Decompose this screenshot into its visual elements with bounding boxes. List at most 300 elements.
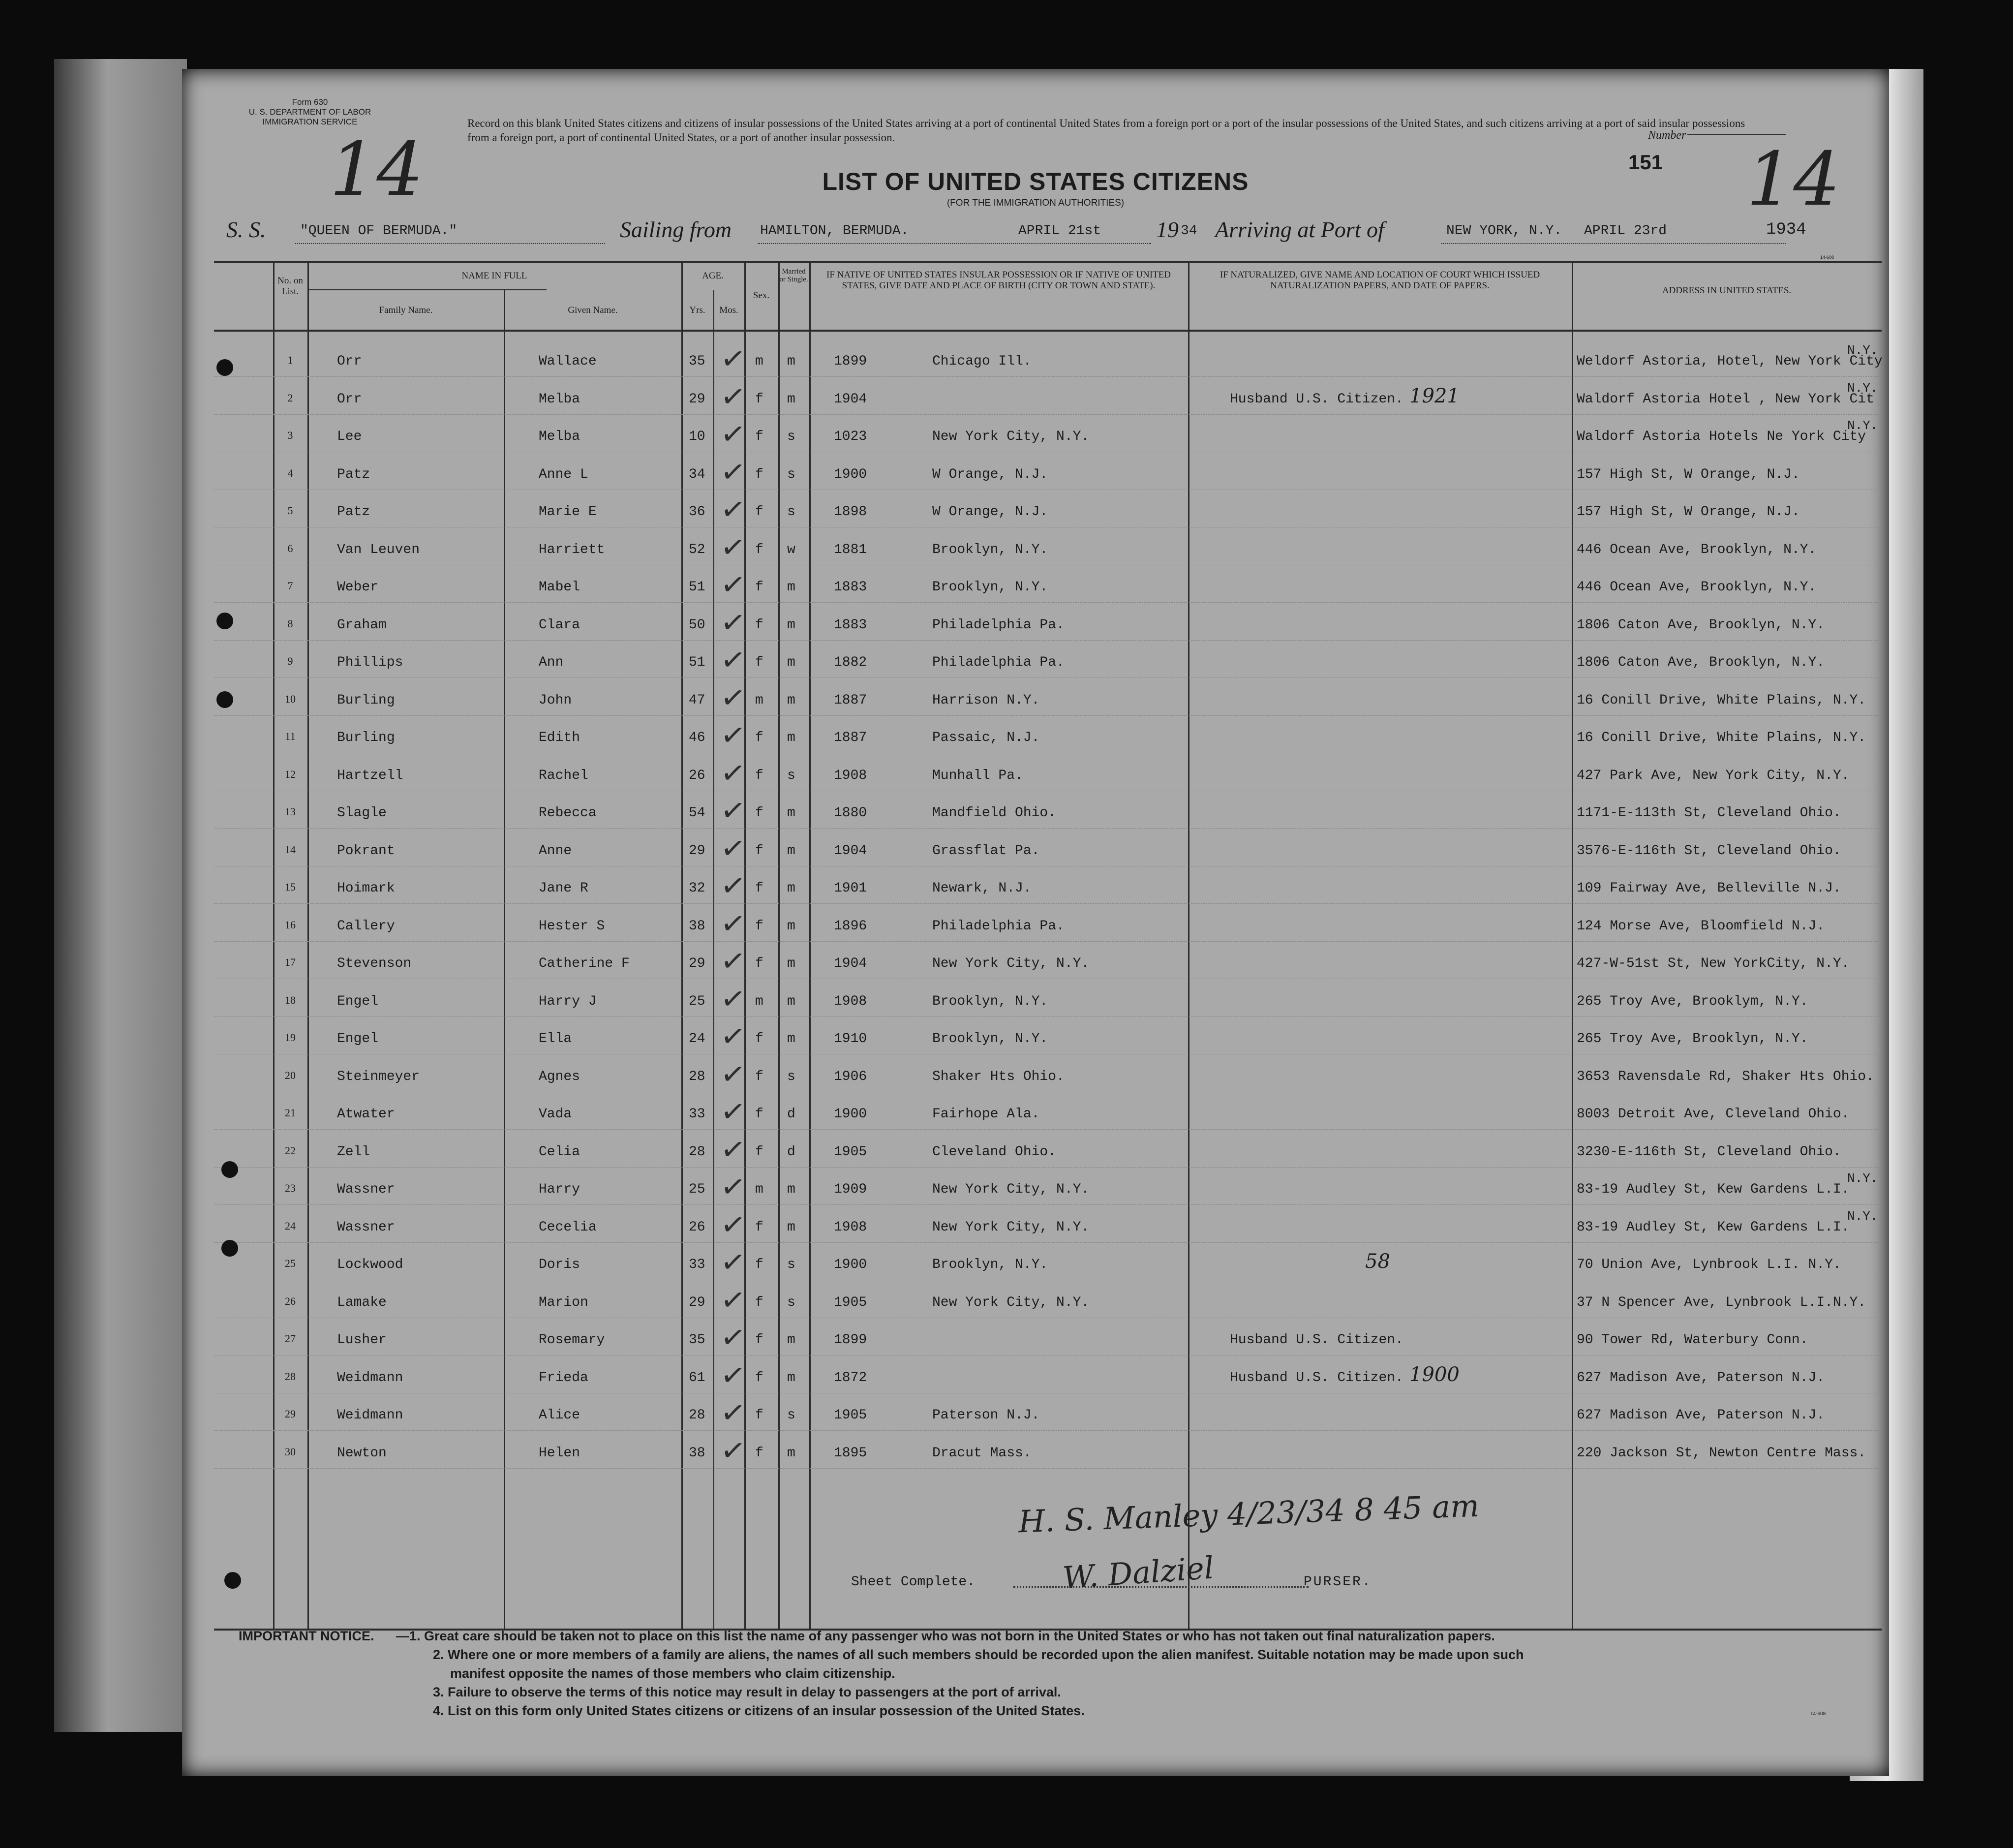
family-name: Wassner xyxy=(337,1219,395,1235)
sex: f xyxy=(755,1408,763,1423)
service-name: IMMIGRATION SERVICE xyxy=(262,117,358,126)
us-address: 157 High St, W Orange, N.J. xyxy=(1577,504,1800,520)
age-years: 47 xyxy=(689,692,705,708)
birth-place: Mandfield Ohio. xyxy=(932,805,1057,821)
sex: m xyxy=(755,692,763,708)
row-number: 25 xyxy=(285,1257,296,1269)
birth-year: 1905 xyxy=(834,1294,867,1310)
sex: f xyxy=(755,429,763,444)
marital-status: m xyxy=(787,1031,795,1047)
row-number: 29 xyxy=(285,1408,296,1420)
birth-place: Harrison N.Y. xyxy=(932,692,1040,708)
age-years: 28 xyxy=(689,1069,705,1084)
row-number: 22 xyxy=(285,1144,296,1157)
row-number: 5 xyxy=(287,504,293,517)
age-years: 52 xyxy=(689,542,705,557)
birth-place: New York City, N.Y. xyxy=(932,1294,1090,1310)
birth-year: 1900 xyxy=(834,1107,867,1122)
row-rule xyxy=(214,715,1882,716)
family-name: Slagle xyxy=(337,805,387,821)
document-subtitle: (FOR THE IMMIGRATION AUTHORITIES) xyxy=(946,198,1125,208)
page-mark-left: 14 xyxy=(330,127,424,213)
purser-signature: W. Dalziel xyxy=(1061,1549,1215,1596)
marital-status: m xyxy=(787,655,795,670)
marital-status: m xyxy=(787,993,795,1009)
row-number: 23 xyxy=(285,1182,296,1194)
us-address: Waldorf Astoria Hotel , New York Cit xyxy=(1577,391,1874,407)
punch-hole xyxy=(221,1161,238,1178)
us-address: Waldorf Astoria Hotels Ne York City xyxy=(1577,429,1866,444)
us-address: 627 Madison Ave, Paterson N.J. xyxy=(1577,1370,1825,1386)
header-given-name: Given Name. xyxy=(568,305,618,315)
birth-year: 1905 xyxy=(834,1144,867,1160)
inspector-signature: H. S. Manley 4/23/34 8 45 am xyxy=(1018,1487,1480,1540)
naturalization-handwritten: 58 xyxy=(1365,1250,1390,1273)
header-birth: IF NATIVE OF UNITED STATES INSULAR POSSESSION OR IF NATIVE OF UNITED STATES, GIVE DATE AND PLACE OF BIRTH (CITY OR TOWN AND STATE). xyxy=(826,270,1171,291)
birth-year: 1910 xyxy=(834,1031,867,1047)
age-years: 28 xyxy=(689,1144,705,1160)
row-number: 19 xyxy=(285,1031,296,1044)
marital-status: m xyxy=(787,1332,795,1348)
age-years: 36 xyxy=(689,504,705,520)
family-name: Patz xyxy=(337,504,370,520)
sex: f xyxy=(755,956,763,971)
row-rule xyxy=(214,376,1882,377)
us-address-state: N.Y. xyxy=(1847,343,1878,358)
ss-label: S. S. xyxy=(226,217,266,242)
form-code-top: 14-608 xyxy=(1820,255,1834,260)
birth-year: 1899 xyxy=(834,354,867,369)
marital-status: m xyxy=(787,692,795,708)
check-mark-icon: ✓ xyxy=(718,679,748,717)
row-rule xyxy=(214,602,1882,603)
punch-hole xyxy=(221,1240,238,1257)
age-years: 51 xyxy=(689,580,705,595)
given-name: John xyxy=(539,692,572,708)
age-years: 35 xyxy=(689,1332,705,1348)
row-rule xyxy=(214,1129,1882,1130)
age-years: 33 xyxy=(689,1107,705,1122)
family-name: Burling xyxy=(337,730,395,745)
birth-year: 1901 xyxy=(834,881,867,896)
number-underline xyxy=(1687,134,1786,135)
us-address: 1806 Caton Ave, Brooklyn, N.Y. xyxy=(1577,655,1825,670)
age-years: 25 xyxy=(689,1182,705,1197)
row-number: 20 xyxy=(285,1069,296,1081)
birth-place: New York City, N.Y. xyxy=(932,429,1090,444)
arrival-underline xyxy=(1441,243,1786,244)
age-years: 29 xyxy=(689,956,705,971)
us-address: 427 Park Ave, New York City, N.Y. xyxy=(1577,768,1850,783)
marital-status: s xyxy=(787,1294,795,1310)
marital-status: s xyxy=(787,429,795,444)
check-mark-icon: ✓ xyxy=(718,980,748,1018)
us-address: 8003 Detroit Ave, Cleveland Ohio. xyxy=(1577,1107,1850,1122)
marital-status: s xyxy=(787,1069,795,1084)
given-name: Rachel xyxy=(539,768,588,783)
us-address: 37 N Spencer Ave, Lynbrook L.I.N.Y. xyxy=(1577,1294,1866,1310)
given-name: Catherine F xyxy=(539,956,630,971)
birth-place: New York City, N.Y. xyxy=(932,1219,1090,1235)
birth-year: 1898 xyxy=(834,504,867,520)
check-mark-icon: ✓ xyxy=(718,491,748,529)
birth-year: 1908 xyxy=(834,1219,867,1235)
sex: f xyxy=(755,1219,763,1235)
check-mark-icon: ✓ xyxy=(718,830,748,867)
marital-status: m xyxy=(787,730,795,745)
birth-year: 1883 xyxy=(834,617,867,633)
department-name: U. S. DEPARTMENT OF LABOR xyxy=(248,107,371,117)
marital-status: m xyxy=(787,843,795,859)
sex: f xyxy=(755,1257,763,1272)
family-name: Pokrant xyxy=(337,843,395,859)
check-mark-icon: ✓ xyxy=(718,1093,748,1131)
punch-hole xyxy=(224,1572,241,1589)
marital-status: s xyxy=(787,1408,795,1423)
row-number: 27 xyxy=(285,1332,296,1345)
given-name: Marion xyxy=(539,1294,588,1310)
birth-place: W Orange, N.J. xyxy=(932,504,1048,520)
birth-place: Munhall Pa. xyxy=(932,768,1023,783)
family-name: Engel xyxy=(337,1031,379,1047)
us-address: 3230-E-116th St, Cleveland Ohio. xyxy=(1577,1144,1841,1160)
birth-place: Philadelphia Pa. xyxy=(932,617,1065,633)
us-address: 1806 Caton Ave, Brooklyn, N.Y. xyxy=(1577,617,1825,633)
row-number: 10 xyxy=(285,692,296,705)
birth-place: Newark, N.J. xyxy=(932,881,1032,896)
sex: f xyxy=(755,391,763,407)
voyage-line xyxy=(226,216,1879,246)
us-address-state: N.Y. xyxy=(1847,1171,1878,1186)
row-number: 14 xyxy=(285,843,296,856)
given-name: Anne xyxy=(539,843,572,859)
family-name: Orr xyxy=(337,354,362,369)
birth-year: 1887 xyxy=(834,692,867,708)
family-name: Orr xyxy=(337,391,362,407)
sex: f xyxy=(755,730,763,745)
row-number: 3 xyxy=(287,429,293,441)
family-name: Lockwood xyxy=(337,1257,403,1272)
family-name: Van Leuven xyxy=(337,542,420,557)
birth-place: Brooklyn, N.Y. xyxy=(932,580,1048,595)
family-name: Atwater xyxy=(337,1107,395,1122)
page-mark-right: 14 xyxy=(1746,137,1840,222)
sheet-complete-label: Sheet Complete. xyxy=(851,1574,976,1590)
family-name: Lee xyxy=(337,429,362,444)
check-mark-icon: ✓ xyxy=(718,792,748,830)
us-address-state: N.Y. xyxy=(1847,418,1878,433)
check-mark-icon: ✓ xyxy=(718,1281,748,1319)
birth-place: Brooklyn, N.Y. xyxy=(932,1257,1048,1272)
header-sex: Sex. xyxy=(753,290,770,301)
given-name: Mabel xyxy=(539,580,580,595)
us-address: 265 Troy Ave, Brooklyn, N.Y. xyxy=(1577,1031,1808,1047)
header-name-in-full: NAME IN FULL xyxy=(461,271,527,281)
birth-year: 1883 xyxy=(834,580,867,595)
sailing-underline xyxy=(758,243,1151,244)
given-name: Frieda xyxy=(539,1370,588,1386)
check-mark-icon: ✓ xyxy=(718,1319,748,1357)
row-number: 8 xyxy=(287,617,293,630)
row-number: 6 xyxy=(287,542,293,554)
family-name: Callery xyxy=(337,918,395,934)
sheet-number: 151 xyxy=(1628,151,1663,174)
marital-status: s xyxy=(787,504,795,520)
family-name: Hoimark xyxy=(337,881,395,896)
marital-status: m xyxy=(787,1370,795,1386)
row-number: 7 xyxy=(287,580,293,592)
birth-place: Brooklyn, N.Y. xyxy=(932,1031,1048,1047)
row-number: 11 xyxy=(285,730,296,742)
family-name: Weidmann xyxy=(337,1370,403,1386)
family-name: Weidmann xyxy=(337,1408,403,1423)
notice-1: —1. Great care should be taken not to place on this list the name of any passenger who was not born in the United States or who has not taken out final naturalization papers. xyxy=(396,1629,1495,1643)
marital-status: m xyxy=(787,580,795,595)
age-years: 29 xyxy=(689,1294,705,1310)
sex: f xyxy=(755,805,763,821)
given-name: Ella xyxy=(539,1031,572,1047)
given-name: Jane R xyxy=(539,881,588,896)
sex: f xyxy=(755,542,763,557)
birth-year: 1872 xyxy=(834,1370,867,1386)
from-port: HAMILTON, BERMUDA. xyxy=(760,223,909,239)
passenger-rows xyxy=(214,261,1882,1629)
marital-status: m xyxy=(787,918,795,934)
us-address: Weldorf Astoria, Hotel, New York City xyxy=(1577,354,1883,369)
check-mark-icon: ✓ xyxy=(718,1131,748,1169)
age-years: 29 xyxy=(689,391,705,407)
sex: f xyxy=(755,1332,763,1348)
birth-year: 1908 xyxy=(834,993,867,1009)
sail-date: APRIL 21st xyxy=(1018,223,1101,239)
row-number: 30 xyxy=(285,1445,296,1458)
birth-year: 1904 xyxy=(834,391,867,407)
birth-year: 1899 xyxy=(834,1332,867,1348)
row-number: 1 xyxy=(287,354,293,366)
given-name: Rosemary xyxy=(539,1332,605,1348)
header-mos: Mos. xyxy=(719,305,738,315)
row-rule xyxy=(214,1242,1882,1243)
birth-year: 1905 xyxy=(834,1408,867,1423)
sex: f xyxy=(755,1031,763,1047)
birth-year: 1904 xyxy=(834,956,867,971)
row-number: 18 xyxy=(285,993,296,1006)
birth-place: Dracut Mass. xyxy=(932,1445,1032,1461)
given-name: Hester S xyxy=(539,918,605,934)
row-number: 17 xyxy=(285,956,296,968)
row-rule xyxy=(214,1016,1882,1017)
us-address: 16 Conill Drive, White Plains, N.Y. xyxy=(1577,692,1866,708)
family-name: Steinmeyer xyxy=(337,1069,420,1084)
us-address: 3576-E-116th St, Cleveland Ohio. xyxy=(1577,843,1841,859)
birth-place: Chicago Ill. xyxy=(932,354,1032,369)
marital-status: s xyxy=(787,466,795,482)
check-mark-icon: ✓ xyxy=(718,942,748,981)
row-rule xyxy=(214,1468,1882,1469)
check-mark-icon: ✓ xyxy=(718,378,748,416)
manifest-sheet xyxy=(182,69,1889,1776)
given-name: Rebecca xyxy=(539,805,597,821)
sex: f xyxy=(755,655,763,670)
family-name: Phillips xyxy=(337,655,403,670)
header-no: No. on List. xyxy=(277,276,303,297)
marital-status: w xyxy=(787,542,795,557)
given-name: Alice xyxy=(539,1408,580,1423)
row-number: 21 xyxy=(285,1107,296,1119)
check-mark-icon: ✓ xyxy=(718,1432,748,1470)
form-instructions: Record on this blank United States citizens and citizens of insular possessions of the United States arriving at a port of continental United States from a foreign port or a port of the insular possessions of the United States, and such citizens arriving at a port of said insular possessions from a foreign port, a port of continental United States, or a port of another insular possession. xyxy=(467,117,1745,144)
sex: f xyxy=(755,1370,763,1386)
birth-place: Shaker Hts Ohio. xyxy=(932,1069,1065,1084)
us-address-state: N.Y. xyxy=(1847,1208,1878,1224)
given-name: Marie E xyxy=(539,504,597,520)
family-name: Graham xyxy=(337,617,387,633)
marital-status: m xyxy=(787,881,795,896)
us-address: 157 High St, W Orange, N.J. xyxy=(1577,466,1800,482)
age-years: 24 xyxy=(689,1031,705,1047)
age-years: 61 xyxy=(689,1370,705,1386)
family-name: Engel xyxy=(337,993,379,1009)
notice-label: IMPORTANT NOTICE. xyxy=(239,1629,374,1643)
family-name: Weber xyxy=(337,580,379,595)
age-years: 33 xyxy=(689,1257,705,1272)
form-code-bottom: 14-608 xyxy=(1810,1711,1826,1717)
family-name: Zell xyxy=(337,1144,370,1160)
check-mark-icon: ✓ xyxy=(718,340,748,378)
age-years: 26 xyxy=(689,1219,705,1235)
arrival-year: 1934 xyxy=(1766,220,1806,239)
check-mark-icon: ✓ xyxy=(718,641,748,679)
given-name: Ann xyxy=(539,655,564,670)
notice-2: 2. Where one or more members of a family are aliens, the names of all such members should be recorded upon the alien manifest. Suitable notation may be made upon such xyxy=(433,1647,1524,1662)
age-years: 46 xyxy=(689,730,705,745)
row-number: 12 xyxy=(285,768,296,780)
punch-hole xyxy=(216,691,233,708)
birth-year: 1023 xyxy=(834,429,867,444)
row-number: 24 xyxy=(285,1219,296,1232)
birth-place: New York City, N.Y. xyxy=(932,956,1090,971)
age-years: 35 xyxy=(689,354,705,369)
birth-year: 1906 xyxy=(834,1069,867,1084)
sailing-label: Sailing from xyxy=(620,217,732,242)
sex: f xyxy=(755,466,763,482)
header-yrs: Yrs. xyxy=(689,305,705,315)
ship-underline xyxy=(295,243,605,244)
sex: f xyxy=(755,1144,763,1160)
birth-place: Grassflat Pa. xyxy=(932,843,1040,859)
check-mark-icon: ✓ xyxy=(718,415,748,454)
given-name: Wallace xyxy=(539,354,597,369)
row-rule xyxy=(214,1167,1882,1168)
birth-place: Fairhope Ala. xyxy=(932,1107,1040,1122)
us-address: 446 Ocean Ave, Brooklyn, N.Y. xyxy=(1577,542,1817,557)
family-name: Stevenson xyxy=(337,956,412,971)
age-years: 32 xyxy=(689,881,705,896)
sex: f xyxy=(755,1069,763,1084)
us-address: 83-19 Audley St, Kew Gardens L.I. xyxy=(1577,1182,1850,1197)
us-address: 220 Jackson St, Newton Centre Mass. xyxy=(1577,1445,1866,1461)
us-address: 265 Troy Ave, Brooklym, N.Y. xyxy=(1577,993,1808,1009)
check-mark-icon: ✓ xyxy=(718,1168,748,1206)
header-married-single: Married or Single. xyxy=(779,268,808,283)
notice-4: 4. List on this form only United States citizens or citizens of an insular possession of the United States. xyxy=(433,1703,1085,1718)
naturalization-note: Husband U.S. Citizen. xyxy=(1230,1332,1403,1348)
family-name: Burling xyxy=(337,692,395,708)
notice-3: 3. Failure to observe the terms of this notice may result in delay to passengers at the port of arrival. xyxy=(433,1685,1061,1699)
us-address: 109 Fairway Ave, Belleville N.J. xyxy=(1577,881,1841,896)
us-address: 1171-E-113th St, Cleveland Ohio. xyxy=(1577,805,1841,821)
us-address: 627 Madison Ave, Paterson N.J. xyxy=(1577,1408,1825,1423)
header-naturalized: IF NATURALIZED, GIVE NAME AND LOCATION OF COURT WHICH ISSUED NATURALIZATION PAPERS, AND DATE OF PAPERS. xyxy=(1220,270,1540,291)
naturalization-handwritten: 1900 xyxy=(1409,1363,1460,1386)
check-mark-icon: ✓ xyxy=(718,905,748,943)
ship-name: "QUEEN OF BERMUDA." xyxy=(300,223,458,239)
birth-year: 1904 xyxy=(834,843,867,859)
sex: m xyxy=(755,993,763,1009)
birth-place: Passaic, N.J. xyxy=(932,730,1040,745)
year-prefix: 19 xyxy=(1156,217,1179,242)
check-mark-icon: ✓ xyxy=(718,867,748,905)
birth-year: 1881 xyxy=(834,542,867,557)
marital-status: m xyxy=(787,805,795,821)
arrival-port: NEW YORK, N.Y. xyxy=(1446,223,1562,239)
age-years: 54 xyxy=(689,805,705,821)
birth-year: 1880 xyxy=(834,805,867,821)
marital-status: m xyxy=(787,956,795,971)
age-years: 38 xyxy=(689,1445,705,1461)
marital-status: d xyxy=(787,1144,795,1160)
us-address: 427-W-51st St, New YorkCity, N.Y. xyxy=(1577,956,1850,971)
birth-year: 1900 xyxy=(834,466,867,482)
age-years: 38 xyxy=(689,918,705,934)
age-years: 29 xyxy=(689,843,705,859)
page-stack-left-edge xyxy=(54,59,187,1732)
notice-2-continued: manifest opposite the names of those members who claim citizenship. xyxy=(450,1666,895,1681)
family-name: Lusher xyxy=(337,1332,387,1348)
number-label: Number xyxy=(1648,129,1686,142)
birth-place: Paterson N.J. xyxy=(932,1408,1040,1423)
purser-label: PURSER. xyxy=(1304,1574,1372,1590)
age-years: 50 xyxy=(689,617,705,633)
given-name: Edith xyxy=(539,730,580,745)
us-address: 446 Ocean Ave, Brooklyn, N.Y. xyxy=(1577,580,1817,595)
check-mark-icon: ✓ xyxy=(718,1356,748,1394)
birth-place: Cleveland Ohio. xyxy=(932,1144,1057,1160)
given-name: Doris xyxy=(539,1257,580,1272)
sex: f xyxy=(755,843,763,859)
marital-status: m xyxy=(787,391,795,407)
birth-place: W Orange, N.J. xyxy=(932,466,1048,482)
check-mark-icon: ✓ xyxy=(718,754,748,792)
us-address-state: N.Y. xyxy=(1847,380,1878,396)
marital-status: s xyxy=(787,768,795,783)
given-name: Melba xyxy=(539,391,580,407)
given-name: Anne L xyxy=(539,466,588,482)
birth-year: 1895 xyxy=(834,1445,867,1461)
birth-place: Brooklyn, N.Y. xyxy=(932,993,1048,1009)
marital-status: m xyxy=(787,1445,795,1461)
sex: m xyxy=(755,354,763,369)
arriving-label: Arriving at Port of xyxy=(1215,217,1384,242)
check-mark-icon: ✓ xyxy=(718,716,748,755)
given-name: Cecelia xyxy=(539,1219,597,1235)
birth-place: Philadelphia Pa. xyxy=(932,655,1065,670)
sex: f xyxy=(755,580,763,595)
punch-hole xyxy=(216,359,233,376)
sex: f xyxy=(755,1294,763,1310)
row-rule xyxy=(214,903,1882,904)
given-name: Melba xyxy=(539,429,580,444)
